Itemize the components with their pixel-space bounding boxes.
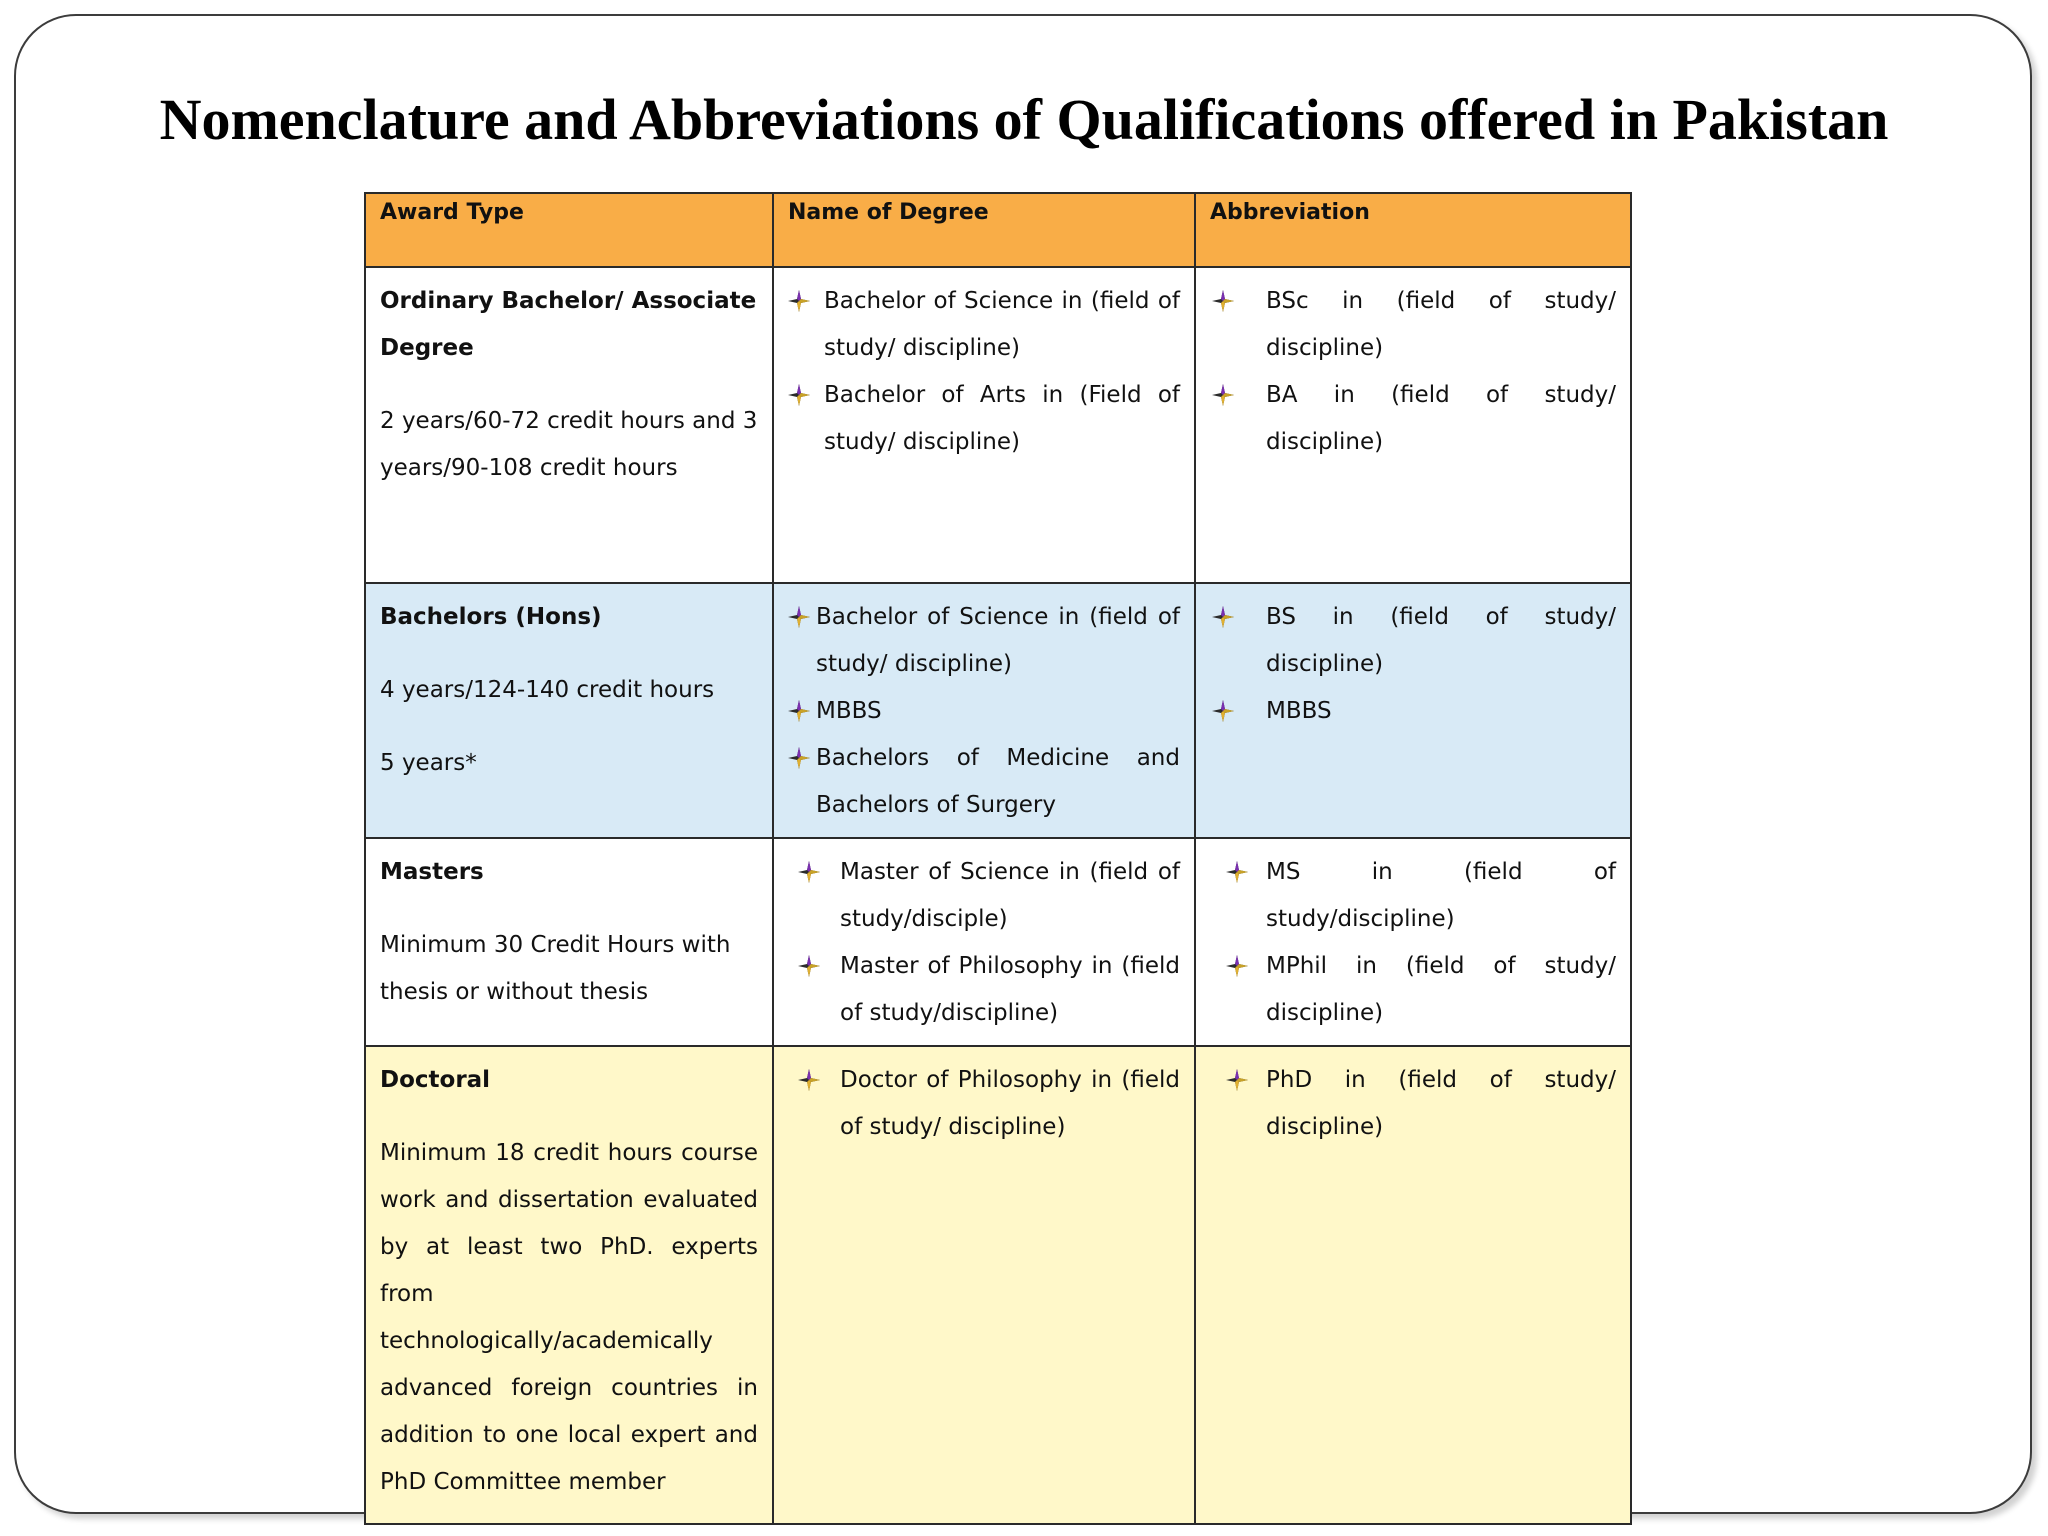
four-pointed-star-bullet-icon [788,384,810,406]
degree-cell [773,267,1195,583]
award-cell [365,267,773,583]
page-title: Nomenclature and Abbreviations of Qualifications offered in Pakistan [159,87,1889,152]
degree-name: Bachelor of Science in (field of study/ discipline) [824,288,1180,361]
four-pointed-star-bullet-icon [798,1069,820,1091]
list-item [788,372,1180,466]
award-name: Ordinary Bachelor/ Associate Degree [380,288,757,361]
award-detail: Minimum 18 credit hours course work and dissertation evaluated by at least two PhD. experts from technologically/academically advanced foreign countries in addition to one local expert and PhD Committee member [380,1140,758,1495]
four-pointed-star-bullet-icon [1226,955,1248,977]
award-cell [365,838,773,1046]
list-item [788,278,1180,372]
award-detail: 5 years* [380,750,477,776]
abbreviation-cell [1195,1046,1631,1524]
award-name: Masters [380,859,484,885]
four-pointed-star-bullet-icon [1212,290,1234,312]
four-pointed-star-bullet-icon [798,955,820,977]
table-header-row [365,193,1631,267]
award-detail: 2 years/60-72 credit hours and 3 years/90-108 credit hours [380,408,758,481]
four-pointed-star-bullet-icon [788,747,810,769]
abbreviation-text: BS in (field of study/ discipline) [1266,604,1616,677]
four-pointed-star-bullet-icon [788,606,810,628]
four-pointed-star-bullet-icon [1226,1069,1248,1091]
list-item [788,849,1180,943]
degree-name: Doctor of Philosophy in (field of study/ discipline) [840,1067,1180,1140]
list-item [1210,943,1616,1037]
abbreviation-cell [1195,838,1631,1046]
list-item [788,1057,1180,1151]
abbreviation-cell [1195,267,1631,583]
list-item [1210,372,1616,466]
list-item [788,735,1180,829]
abbreviation-text: BA in (field of study/ discipline) [1266,382,1616,455]
abbreviation-text: MPhil in (field of study/ discipline) [1266,953,1616,1026]
list-item [788,943,1180,1037]
award-detail: Minimum 30 Credit Hours with thesis or without thesis [380,932,731,1005]
abbreviation-text: MS in (field of study/discipline) [1266,859,1616,932]
table-row [365,838,1631,1046]
award-name: Bachelors (Hons) [380,604,602,630]
list-item [1210,1057,1616,1151]
award-name: Doctoral [380,1067,491,1093]
list-item [1210,849,1616,943]
award-cell [365,583,773,838]
list-item [1210,688,1616,735]
header-award-type: Award Type [365,193,773,267]
degree-name: Master of Philosophy in (field of study/discipline) [840,953,1180,1026]
four-pointed-star-bullet-icon [1212,606,1234,628]
abbreviation-text: PhD in (field of study/ discipline) [1266,1067,1616,1140]
table-row [365,267,1631,583]
abbreviation-text: MBBS [1266,698,1332,724]
header-name-of-degree: Name of Degree [773,193,1195,267]
four-pointed-star-bullet-icon [788,290,810,312]
award-cell [365,1046,773,1524]
qualifications-table [364,192,1632,1525]
degree-name: MBBS [816,698,882,724]
four-pointed-star-bullet-icon [788,700,810,722]
degree-cell [773,583,1195,838]
list-item [788,594,1180,688]
four-pointed-star-bullet-icon [1226,861,1248,883]
abbreviation-cell [1195,583,1631,838]
award-detail: 4 years/124-140 credit hours [380,677,715,703]
list-item [788,688,1180,735]
degree-cell [773,838,1195,1046]
header-abbreviation: Abbreviation [1195,193,1631,267]
degree-cell [773,1046,1195,1524]
degree-name: Master of Science in (field of study/disciple) [840,859,1180,932]
degree-name: Bachelor of Arts in (Field of study/ discipline) [824,382,1180,455]
four-pointed-star-bullet-icon [798,861,820,883]
list-item [1210,594,1616,688]
four-pointed-star-bullet-icon [1212,384,1234,406]
degree-name: Bachelor of Science in (field of study/ discipline) [816,604,1180,677]
degree-name: Bachelors of Medicine and Bachelors of Surgery [816,745,1180,818]
table-row [365,1046,1631,1524]
abbreviation-text: BSc in (field of study/ discipline) [1266,288,1616,361]
list-item [1210,278,1616,372]
four-pointed-star-bullet-icon [1212,700,1234,722]
table-row [365,583,1631,838]
